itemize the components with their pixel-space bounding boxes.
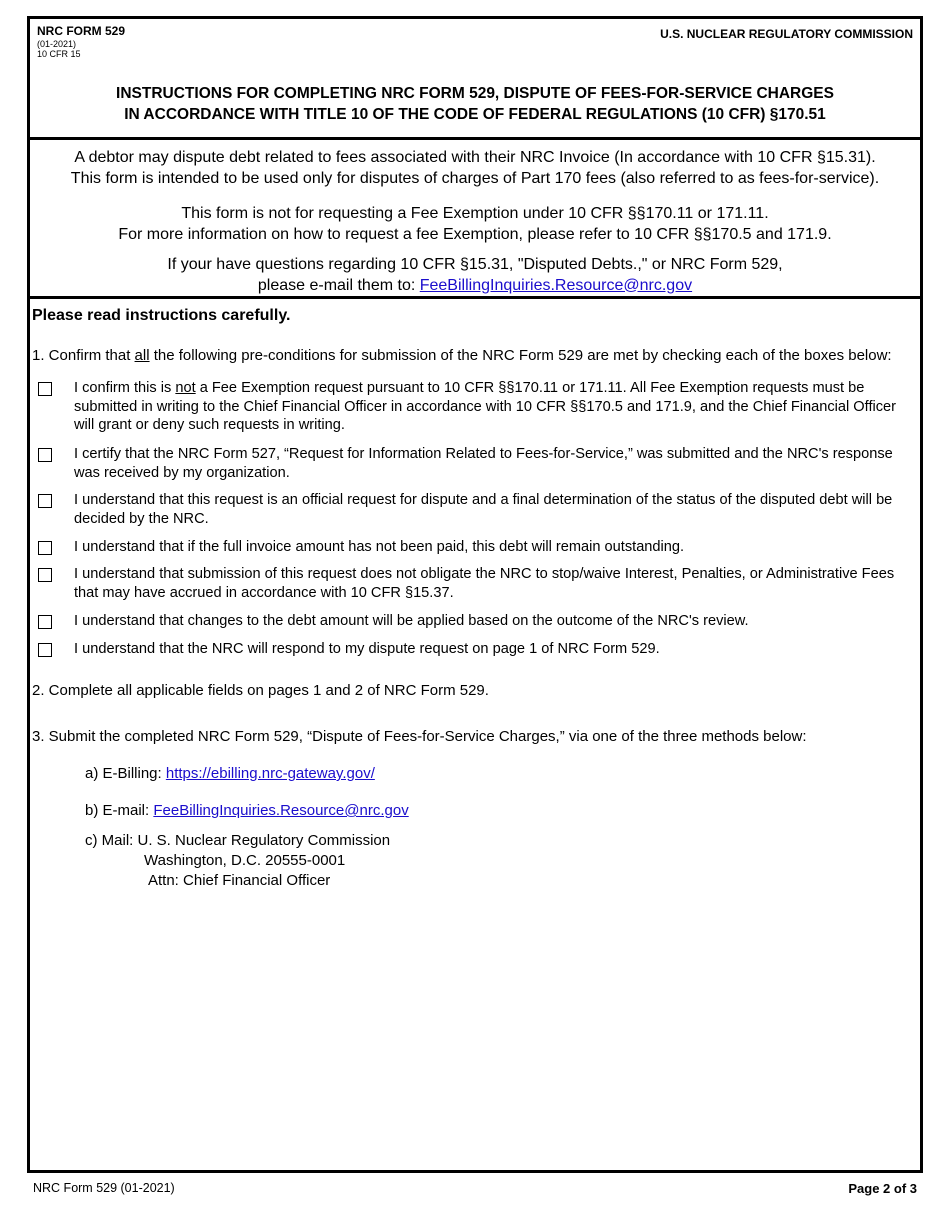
precondition-text-6: I understand that changes to the debt amount will be applied based on the outcome of the NRC's review. xyxy=(74,613,749,629)
method-email: b) E-mail: FeeBillingInquiries.Resource@nrc.gov xyxy=(85,802,409,819)
precondition-checkbox-3[interactable] xyxy=(38,494,52,508)
precondition-item-4 xyxy=(38,538,918,557)
ebilling-link[interactable]: https://ebilling.nrc-gateway.gov/ xyxy=(165,765,375,782)
precondition-checkbox-7[interactable] xyxy=(38,643,52,657)
intro-section xyxy=(30,148,920,296)
precondition-item-7 xyxy=(38,640,918,659)
precondition-checkbox-5[interactable] xyxy=(38,568,52,582)
precondition-text-2: I certify that the NRC Form 527, “Request for Information Related to Fees-for-Service,” was submitted and the NRC's response was received by my organization. xyxy=(74,446,893,481)
intro-p1-line1: A debtor may dispute debt related to fees associated with their NRC Invoice (In accordance with 10 CFR §15.31). xyxy=(74,149,876,166)
form-frame xyxy=(27,16,923,1173)
precondition-checkbox-6[interactable] xyxy=(38,615,52,629)
intro-email-prefix: please e-mail them to: xyxy=(257,276,420,294)
precondition-text-4: I understand that if the full invoice amount has not been paid, this debt will remain outstanding. xyxy=(74,539,685,555)
title-line-2: IN ACCORDANCE WITH TITLE 10 OF THE CODE OF FEDERAL REGULATIONS (10 CFR) §170.51 xyxy=(124,106,826,123)
email-link[interactable]: FeeBillingInquiries.Resource@nrc.gov xyxy=(153,802,409,819)
precondition-checkbox-4[interactable] xyxy=(38,541,52,555)
precondition-item-2 xyxy=(38,445,918,482)
precondition-checkbox-1[interactable] xyxy=(38,382,52,396)
precondition-item-3 xyxy=(38,491,918,528)
precondition-item-1 xyxy=(38,379,918,435)
intro-p1-line2: This form is intended to be used only for disputes of charges of Part 170 fees (also referred to as fees-for-service). xyxy=(70,169,880,187)
precondition-text-5: I understand that submission of this request does not obligate the NRC to stop/waive Interest, Penalties, or Administrative Fees that may have accrued in accordance with 10 CFR §15.37. xyxy=(74,566,895,601)
intro-email-link[interactable]: FeeBillingInquiries.Resource@nrc.gov xyxy=(419,276,693,294)
mail-line-1: c) Mail: U. S. Nuclear Regulatory Commission xyxy=(85,832,391,849)
form-cfr-ref: 10 CFR 15 xyxy=(37,49,81,59)
precondition-item-6 xyxy=(38,612,918,631)
form-number: NRC FORM 529 xyxy=(37,24,126,38)
intro-p2-line1: This form is not for requesting a Fee Exemption under 10 CFR §§170.11 or 171.11. xyxy=(181,205,769,222)
precondition-text-7: I understand that the NRC will respond to my dispute request on page 1 of NRC Form 529. xyxy=(74,641,660,657)
divider-title xyxy=(30,137,920,140)
method-mail xyxy=(85,831,390,891)
divider-intro xyxy=(30,296,920,299)
footer-page-number: Page 2 of 3 xyxy=(848,1181,917,1196)
precondition-checkbox-2[interactable] xyxy=(38,448,52,462)
step-1: 1. Confirm that all the following pre-conditions for submission of the NRC Form 529 are met by checking each of the boxes below: xyxy=(32,347,892,364)
title-line-1: INSTRUCTIONS FOR COMPLETING NRC FORM 529, DISPUTE OF FEES-FOR-SERVICE CHARGES xyxy=(116,85,834,102)
agency-name: U.S. NUCLEAR REGULATORY COMMISSION xyxy=(660,27,913,41)
intro-p3-line2 xyxy=(30,276,920,297)
step-3: 3. Submit the completed NRC Form 529, “Dispute of Fees-for-Service Charges,” via one of the three methods below: xyxy=(32,728,807,745)
instructions-heading: Please read instructions carefully. xyxy=(32,307,291,324)
intro-p3-line1: If your have questions regarding 10 CFR §15.31, "Disputed Debts.," or NRC Form 529, xyxy=(167,256,783,273)
mail-line-3: Attn: Chief Financial Officer xyxy=(148,872,331,889)
footer-form-id: NRC Form 529 (01-2021) xyxy=(33,1181,175,1195)
precondition-text-3: I understand that this request is an official request for dispute and a final determination of the status of the disputed debt will be decided by the NRC. xyxy=(74,492,893,527)
method-ebilling: a) E-Billing: https://ebilling.nrc-gateway.gov/ xyxy=(85,765,375,782)
form-identifier xyxy=(37,25,125,59)
mail-line-2: Washington, D.C. 20555-0001 xyxy=(144,852,346,869)
precondition-text-1: I confirm this is not a Fee Exemption request pursuant to 10 CFR §§170.11 or 171.11. All Fee Exemption requests must be submitted in writing to the Chief Financial Officer in accordance with 10 CFR §§170.5 and 171.9, and the Chief Financial Officer will grant or deny such requests in writing. xyxy=(74,380,897,433)
step-2: 2. Complete all applicable fields on pages 1 and 2 of NRC Form 529. xyxy=(32,682,489,699)
form-revision: (01-2021) xyxy=(37,39,77,49)
precondition-item-5 xyxy=(38,565,918,602)
intro-p2-line2: For more information on how to request a fee Exemption, please refer to 10 CFR §§170.5 and 171.9. xyxy=(118,225,832,243)
page-title xyxy=(30,83,920,125)
